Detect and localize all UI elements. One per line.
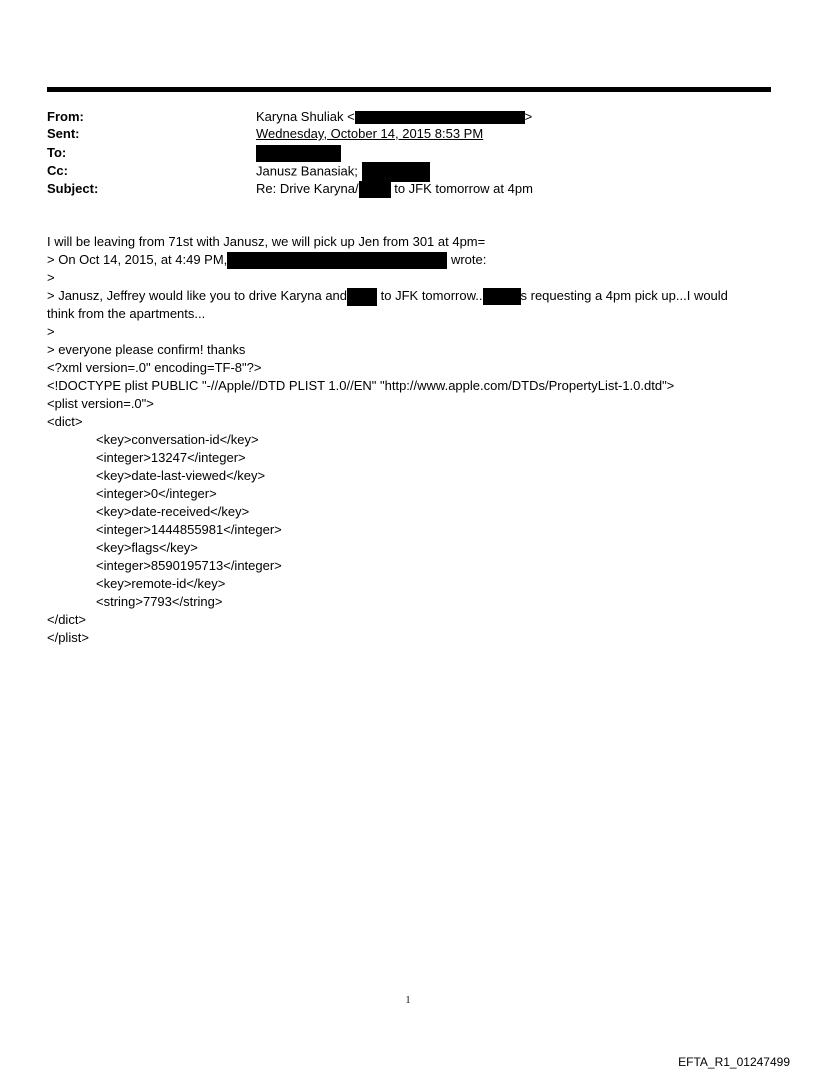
from-label: From: bbox=[47, 109, 84, 124]
xml-line: </plist> bbox=[47, 630, 89, 645]
from-row bbox=[47, 108, 771, 126]
xml-dict-line: <integer>0</integer> bbox=[96, 486, 217, 501]
redaction-box bbox=[227, 252, 447, 269]
subject-label: Subject: bbox=[47, 181, 99, 196]
quote-marker: > bbox=[47, 324, 55, 339]
quoted-body-line bbox=[47, 287, 771, 305]
bates-number: EFTA_R1_01247499 bbox=[678, 1055, 790, 1069]
xml-dict-line: <integer>1444855981</integer> bbox=[96, 522, 282, 537]
xml-line: </dict> bbox=[47, 612, 87, 627]
xml-dict-line: <key>date-last-viewed</key> bbox=[96, 468, 266, 483]
cc-name: Janusz Banasiak; bbox=[256, 163, 358, 179]
page-number: 1 bbox=[405, 995, 411, 1006]
sent-label: Sent: bbox=[47, 126, 80, 141]
xml-line: <!DOCTYPE plist PUBLIC "-//Apple//DTD PLIST 1.0//EN" "http://www.apple.com/DTDs/PropertyList-1.0.dtd"> bbox=[47, 378, 675, 393]
cc-label: Cc: bbox=[47, 163, 68, 178]
xml-dict-line: <key>flags</key> bbox=[96, 540, 198, 555]
subject-row bbox=[47, 180, 771, 198]
redaction-box bbox=[362, 162, 430, 182]
to-label: To: bbox=[47, 145, 67, 160]
quoted-text-2: to JFK tomorrow.. bbox=[380, 288, 483, 303]
cc-row bbox=[47, 162, 771, 180]
redaction-box bbox=[347, 288, 377, 306]
xml-dict-line: <key>date-received</key> bbox=[96, 504, 250, 519]
from-close-bracket: > bbox=[524, 109, 533, 124]
email-body bbox=[47, 233, 771, 647]
quoted-wrote: wrote: bbox=[450, 252, 487, 267]
quote-marker: > bbox=[47, 270, 55, 285]
from-value bbox=[256, 108, 532, 126]
redaction-box bbox=[355, 111, 525, 124]
sent-row bbox=[47, 125, 771, 143]
subject-text-end: to JFK tomorrow at 4pm bbox=[394, 181, 533, 196]
to-value bbox=[256, 144, 341, 162]
redaction-box bbox=[256, 145, 341, 162]
header-rule bbox=[47, 87, 771, 92]
xml-line: <plist version=.0"> bbox=[47, 396, 154, 411]
redaction-box bbox=[483, 288, 521, 305]
xml-line: <dict> bbox=[47, 414, 83, 429]
xml-line: <?xml version=.0" encoding=TF-8"?> bbox=[47, 360, 262, 375]
sent-value: Wednesday, October 14, 2015 8:53 PM bbox=[256, 126, 484, 141]
quoted-text-3: s requesting a 4pm pick up...I would bbox=[520, 288, 728, 303]
xml-dict-line: <string>7793</string> bbox=[96, 594, 223, 609]
quoted-date: > On Oct 14, 2015, at 4:49 PM, bbox=[47, 252, 228, 267]
from-name: Karyna Shuliak bbox=[256, 109, 344, 124]
quoted-body-line: > everyone please confirm! thanks bbox=[47, 342, 246, 357]
xml-dict-line: <key>remote-id</key> bbox=[96, 576, 226, 591]
xml-dict-line: <integer>8590195713</integer> bbox=[96, 558, 282, 573]
cc-value bbox=[256, 162, 430, 182]
quoted-text-1: > Janusz, Jeffrey would like you to drive Karyna and bbox=[47, 288, 348, 303]
subject-value bbox=[256, 180, 533, 198]
from-open-bracket: < bbox=[347, 109, 355, 124]
redaction-box bbox=[359, 181, 391, 198]
quoted-body-line: think from the apartments... bbox=[47, 306, 206, 321]
body-line: I will be leaving from 71st with Janusz, we will pick up Jen from 301 at 4pm= bbox=[47, 234, 486, 249]
subject-text-start: Re: Drive Karyna/ bbox=[256, 181, 359, 196]
quoted-header-line bbox=[47, 251, 771, 269]
xml-dict-line: <key>conversation-id</key> bbox=[96, 432, 259, 447]
xml-dict-line: <integer>13247</integer> bbox=[96, 450, 246, 465]
to-row bbox=[47, 144, 771, 162]
